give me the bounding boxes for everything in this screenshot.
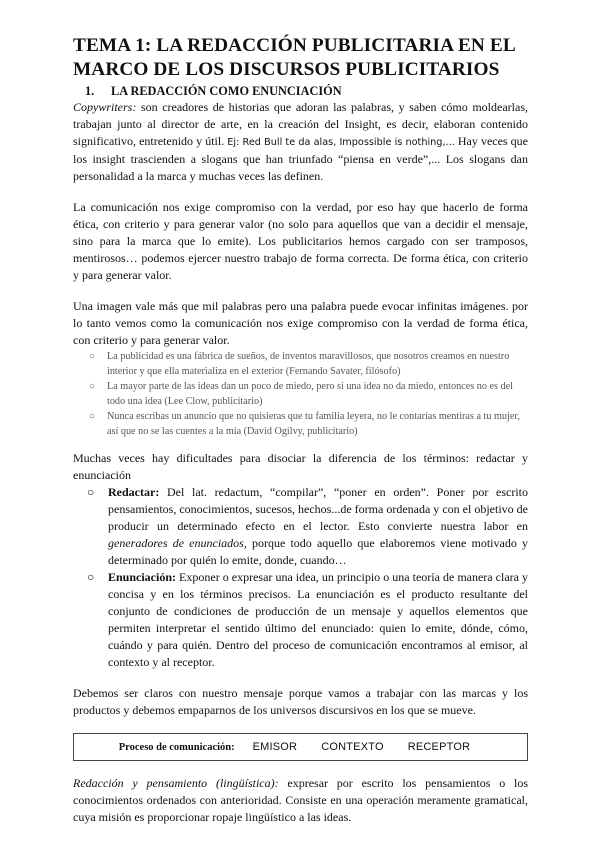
copywriters-text: son creadores de historias que adoran las palabras, y saben cómo moldearlas, trabajan junto al director de arte, en la creación del Insight, es decir, elaboran contenido significativo, entretenido y útil. [73, 100, 528, 148]
copywriters-term: Copywriters: [73, 100, 137, 114]
term-text-continued: porque todo aquello que elaboremos viene motivado y determinado por quién lo emite, donde, cuando… [108, 536, 528, 567]
quotes-list [73, 349, 528, 439]
paragraph-brands: Debemos ser claros con nuestro mensaje porque vamos a trabajar con las marcas y los productos y debemos empaparnos de los universos discursivos en los que se mueve. [73, 686, 528, 717]
quote-text: La mayor parte de las ideas dan un poco de miedo, pero si una idea no da miedo, entonces no es del todo una idea (Lee Clow, publicitario) [107, 381, 513, 407]
quote-item [89, 379, 528, 409]
bullet-circle-icon: ○ [87, 570, 95, 584]
quote-item [89, 349, 528, 379]
process-item-contexto: CONTEXTO [321, 741, 384, 753]
page-title: TEMA 1: LA REDACCIÓN PUBLICITARIA EN EL MARCO DE LOS DISCURSOS PUBLICITARIOS [73, 35, 515, 80]
term-text: Exponer o expresar una idea, un principio o una teoría de manera clara y concisa y en los términos precisos. La enunciación es el producto resultante del conjunto de condiciones de producción de un mensaje y aquellos elementos que permiten interpretar el sentido último del enunciado: quien lo emite, dónde, cómo, cuándo y para quién. Dentro del proceso de comunicación encontramos al emisor, al contexto y al receptor. [108, 570, 528, 669]
section-heading [85, 84, 528, 99]
paragraph-redaccion-pensamiento [73, 775, 528, 826]
bullet-circle-icon: ○ [89, 411, 96, 422]
copywriters-text-continued: Hay veces que los insight trascienden a slogans que han triunfado “piensa en verde”,... Los slogans dan personalidad a la marca y muchas veces las definen. [73, 134, 528, 183]
paragraph-copywriters [73, 99, 528, 185]
term-label: Enunciación: [108, 570, 177, 584]
term-italic: generadores de enunciados, [108, 536, 247, 550]
bullet-circle-icon: ○ [89, 351, 96, 362]
process-box [73, 733, 528, 761]
term-item-enunciacion [87, 569, 528, 671]
bullet-circle-icon: ○ [87, 485, 95, 499]
term-text: Del lat. redactum, “compilar”, “poner en orden”. Poner por escrito pensamientos, conocimientos, sucesos, hechos...de forma ordenada y con el objetivo de producir un determinado efecto en el lector. Esto convierte nuestra labor en [108, 485, 528, 533]
quote-text: Nunca escribas un anuncio que no quisieras que tu familia leyera, no le contarías mentiras a tu mujer, así que no se las cuentes a la mía (David Ogilvy, publicitario) [107, 411, 520, 437]
terms-list [73, 484, 528, 671]
quote-item [89, 409, 528, 439]
paragraph-ethics: La comunicación nos exige compromiso con la verdad, por eso hay que hacerlo de forma ética, con criterio y para generar valor (no solo para aquellos que van a decidir el mensaje, sino para la marca que lo emite). Los publicitarios hemos cargado con ser tramposos, mentirosos… podemos ejercer nuestro trabajo de forma correcta. De forma ética, con criterio y para generar valor. [73, 200, 528, 282]
paragraph-image-words: Una imagen vale más que mil palabras pero una palabra puede evocar infinitas imágenes. por lo tanto vemos como la comunicación nos exige compromiso con la verdad de forma ética, con criterio y para generar valor. [73, 299, 528, 347]
process-label: Proceso de comunicación: [118, 741, 235, 753]
term-label: Redactar: [108, 485, 160, 499]
section-title: LA REDACCIÓN COMO ENUNCIACIÓN [111, 84, 342, 98]
section-number: 1. [85, 84, 95, 98]
process-item-emisor: EMISOR [252, 741, 298, 753]
quote-text: La publicidad es una fábrica de sueños, de inventos maravillosos, que nosotros creamos en nuestro interior y que ella materializa en el exterior (Fernando Savater, filósofo) [107, 351, 510, 377]
process-item-receptor: RECEPTOR [407, 741, 471, 753]
paragraph-terms-intro: Muchas veces hay dificultades para disociar la diferencia de los términos: redactar y enunciación [73, 451, 528, 482]
redaccion-term: Redacción y pensamiento (lingüística): [73, 776, 279, 790]
redaccion-text: expresar por escrito los pensamientos o los conocimientos ordenados con anterioridad. Consiste en una operación meramente gramatical, cuya misión es proporcionar ropaje lingüístico a las ideas. [73, 776, 528, 824]
bullet-circle-icon: ○ [89, 381, 96, 392]
example-text: Ej: Red Bull te da alas, Impossible is nothing,... [227, 137, 455, 148]
term-item-redactar [87, 484, 528, 569]
